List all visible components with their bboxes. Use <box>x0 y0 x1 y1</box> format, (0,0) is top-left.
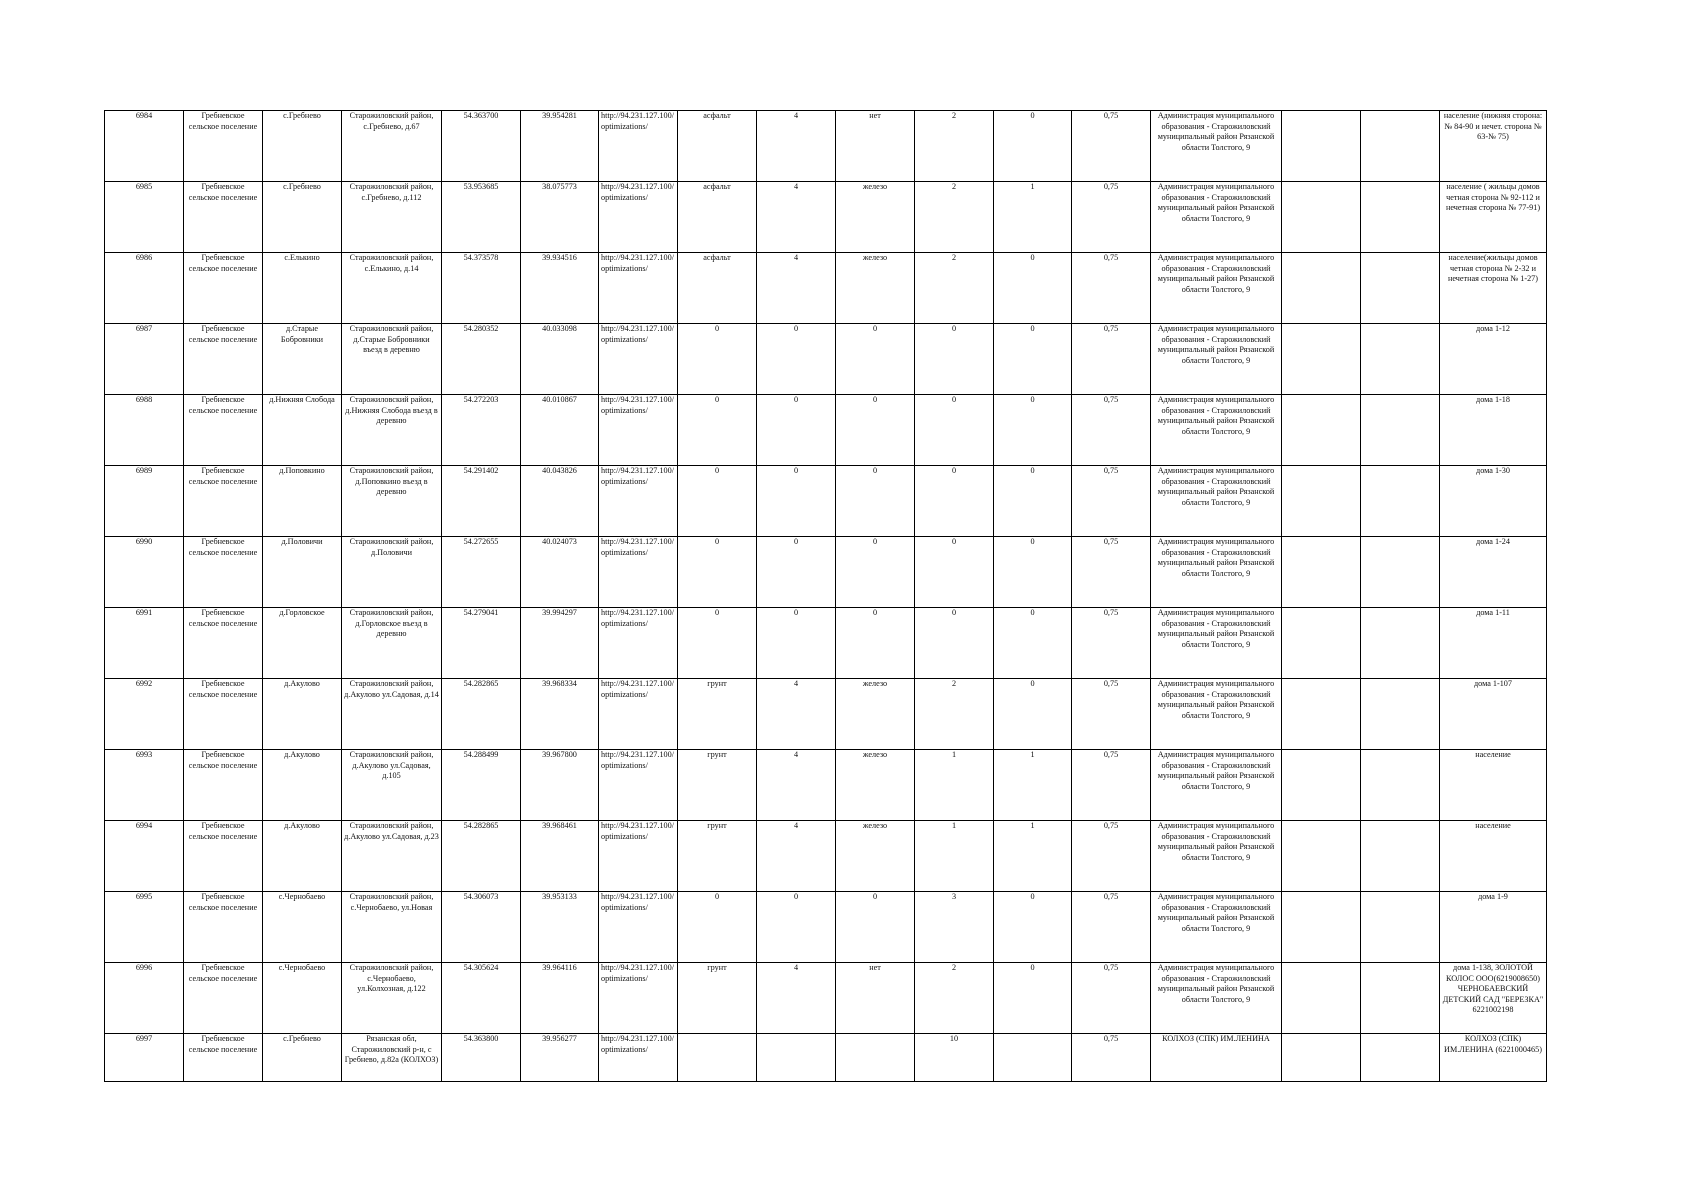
table-row <box>105 750 1547 821</box>
empty-cell <box>1361 466 1440 537</box>
settlement-cell: Гребневское сельское поселение <box>184 608 263 679</box>
served-objects-cell: население(жильцы домов четная сторона № 2-32 и нечетная сторона № 1-27) <box>1440 253 1547 324</box>
volume-cell: 0,75 <box>1072 324 1151 395</box>
address-cell: Старожиловский район, д.Горловское въезд в деревню <box>342 608 442 679</box>
containers-cell: 2 <box>915 679 994 750</box>
volume-cell: 0,75 <box>1072 537 1151 608</box>
fence-cell: железо <box>836 750 915 821</box>
locality-cell: с.Чернобаево <box>263 963 342 1034</box>
map-link-cell[interactable]: http://94.231.127.100/optimizations/ <box>599 111 678 182</box>
bins-cell: 0 <box>994 466 1072 537</box>
empty-cell <box>1282 466 1361 537</box>
map-link-cell[interactable]: http://94.231.127.100/optimizations/ <box>599 1034 678 1082</box>
longitude-cell: 39.953133 <box>521 892 599 963</box>
map-link-cell[interactable]: http://94.231.127.100/optimizations/ <box>599 182 678 253</box>
empty-cell <box>1282 963 1361 1034</box>
bins-cell: 0 <box>994 963 1072 1034</box>
owner-cell: Администрация муниципального образования - Старожиловский муниципальный район Рязанской области Толстого, 9 <box>1151 395 1282 466</box>
row-number-cell: 6990 <box>105 537 184 608</box>
locality-cell: с.Чернобаево <box>263 892 342 963</box>
fence-cell: 0 <box>836 608 915 679</box>
row-number-cell: 6996 <box>105 963 184 1034</box>
owner-cell: Администрация муниципального образования - Старожиловский муниципальный район Рязанской области Толстого, 9 <box>1151 111 1282 182</box>
bins-cell: 0 <box>994 324 1072 395</box>
latitude-cell: 54.282865 <box>442 821 521 892</box>
containers-cell: 0 <box>915 395 994 466</box>
table-row <box>105 395 1547 466</box>
empty-cell <box>1361 182 1440 253</box>
containers-cell: 10 <box>915 1034 994 1082</box>
empty-cell <box>1282 1034 1361 1082</box>
map-link-cell[interactable]: http://94.231.127.100/optimizations/ <box>599 963 678 1034</box>
served-objects-cell: население (нижняя сторона: № 84-90 и нечет. сторона № 63-№ 75) <box>1440 111 1547 182</box>
served-objects-cell: население ( жильцы домов четная сторона № 92-112 и нечетная сторона № 77-91) <box>1440 182 1547 253</box>
area-cell: 4 <box>757 679 836 750</box>
fence-cell: железо <box>836 253 915 324</box>
owner-cell: Администрация муниципального образования - Старожиловский муниципальный район Рязанской области Толстого, 9 <box>1151 608 1282 679</box>
locality-cell: д.Акулово <box>263 679 342 750</box>
table-row <box>105 892 1547 963</box>
empty-cell <box>1282 111 1361 182</box>
table-row <box>105 608 1547 679</box>
fence-cell: железо <box>836 821 915 892</box>
fence-cell: 0 <box>836 395 915 466</box>
longitude-cell: 40.033098 <box>521 324 599 395</box>
surface-cell: грунт <box>678 679 757 750</box>
empty-cell <box>1361 395 1440 466</box>
address-cell: Старожиловский район, д.Нижняя Слобода въезд в деревню <box>342 395 442 466</box>
served-objects-cell: население <box>1440 821 1547 892</box>
address-cell: Старожиловский район, д.Поповкино въезд в деревню <box>342 466 442 537</box>
owner-cell: Администрация муниципального образования - Старожиловский муниципальный район Рязанской области Толстого, 9 <box>1151 679 1282 750</box>
bins-cell: 0 <box>994 608 1072 679</box>
address-cell: Старожиловский район, с.Гребнево, д.67 <box>342 111 442 182</box>
volume-cell: 0,75 <box>1072 111 1151 182</box>
surface-cell: 0 <box>678 608 757 679</box>
longitude-cell: 39.964116 <box>521 963 599 1034</box>
containers-cell: 0 <box>915 466 994 537</box>
table-row <box>105 1034 1547 1082</box>
empty-cell <box>1282 253 1361 324</box>
locality-cell: д.Акулово <box>263 750 342 821</box>
latitude-cell: 54.291402 <box>442 466 521 537</box>
surface-cell: 0 <box>678 892 757 963</box>
served-objects-cell: дома 1-12 <box>1440 324 1547 395</box>
latitude-cell: 54.305624 <box>442 963 521 1034</box>
containers-cell: 0 <box>915 608 994 679</box>
map-link-cell[interactable]: http://94.231.127.100/optimizations/ <box>599 395 678 466</box>
volume-cell: 0,75 <box>1072 750 1151 821</box>
map-link-cell[interactable]: http://94.231.127.100/optimizations/ <box>599 892 678 963</box>
area-cell: 4 <box>757 253 836 324</box>
table-body <box>105 111 1547 1082</box>
volume-cell: 0,75 <box>1072 253 1151 324</box>
row-number-cell: 6987 <box>105 324 184 395</box>
area-cell: 4 <box>757 111 836 182</box>
address-cell: Старожиловский район, д.Половичи <box>342 537 442 608</box>
owner-cell: Администрация муниципального образования - Старожиловский муниципальный район Рязанской области Толстого, 9 <box>1151 963 1282 1034</box>
fence-cell: нет <box>836 111 915 182</box>
empty-cell <box>1282 182 1361 253</box>
latitude-cell: 54.272203 <box>442 395 521 466</box>
volume-cell: 0,75 <box>1072 679 1151 750</box>
area-cell: 0 <box>757 466 836 537</box>
map-link-cell[interactable]: http://94.231.127.100/optimizations/ <box>599 608 678 679</box>
surface-cell: грунт <box>678 821 757 892</box>
empty-cell <box>1282 537 1361 608</box>
locality-cell: д.Половичи <box>263 537 342 608</box>
containers-cell: 0 <box>915 537 994 608</box>
settlement-cell: Гребневское сельское поселение <box>184 395 263 466</box>
locality-cell: д.Акулово <box>263 821 342 892</box>
empty-cell <box>1361 750 1440 821</box>
table-row <box>105 963 1547 1034</box>
locality-cell: д.Поповкино <box>263 466 342 537</box>
area-cell: 0 <box>757 892 836 963</box>
served-objects-cell: дома 1-107 <box>1440 679 1547 750</box>
containers-cell: 2 <box>915 182 994 253</box>
volume-cell: 0,75 <box>1072 1034 1151 1082</box>
locality-cell: с.Гребнево <box>263 111 342 182</box>
fence-cell: 0 <box>836 537 915 608</box>
served-objects-cell: дома 1-18 <box>1440 395 1547 466</box>
containers-cell: 2 <box>915 963 994 1034</box>
latitude-cell: 54.282865 <box>442 679 521 750</box>
map-link-cell[interactable]: http://94.231.127.100/optimizations/ <box>599 537 678 608</box>
locality-cell: с.Гребнево <box>263 182 342 253</box>
row-number-cell: 6992 <box>105 679 184 750</box>
empty-cell <box>1361 537 1440 608</box>
area-cell: 4 <box>757 821 836 892</box>
empty-cell <box>1361 608 1440 679</box>
empty-cell <box>1361 324 1440 395</box>
latitude-cell: 54.306073 <box>442 892 521 963</box>
longitude-cell: 39.968461 <box>521 821 599 892</box>
owner-cell: Администрация муниципального образования - Старожиловский муниципальный район Рязанской области Толстого, 9 <box>1151 182 1282 253</box>
fence-cell: железо <box>836 679 915 750</box>
surface-cell: 0 <box>678 324 757 395</box>
empty-cell <box>1282 679 1361 750</box>
owner-cell: Администрация муниципального образования - Старожиловский муниципальный район Рязанской области Толстого, 9 <box>1151 892 1282 963</box>
surface-cell <box>678 1034 757 1082</box>
map-link-cell[interactable]: http://94.231.127.100/optimizations/ <box>599 466 678 537</box>
bins-cell: 1 <box>994 182 1072 253</box>
address-cell: Рязанская обл, Старожиловский р-н, с Гребнево, д.82а (КОЛХОЗ) <box>342 1034 442 1082</box>
fence-cell: 0 <box>836 324 915 395</box>
settlement-cell: Гребневское сельское поселение <box>184 679 263 750</box>
row-number-cell: 6988 <box>105 395 184 466</box>
map-link-cell[interactable]: http://94.231.127.100/optimizations/ <box>599 750 678 821</box>
bins-cell: 0 <box>994 892 1072 963</box>
volume-cell: 0,75 <box>1072 608 1151 679</box>
longitude-cell: 39.994297 <box>521 608 599 679</box>
empty-cell <box>1282 821 1361 892</box>
empty-cell <box>1282 324 1361 395</box>
map-link-cell[interactable]: http://94.231.127.100/optimizations/ <box>599 821 678 892</box>
empty-cell <box>1282 395 1361 466</box>
containers-cell: 0 <box>915 324 994 395</box>
settlement-cell: Гребневское сельское поселение <box>184 1034 263 1082</box>
area-cell: 0 <box>757 395 836 466</box>
address-cell: Старожиловский район, д.Старые Бобровники въезд в деревню <box>342 324 442 395</box>
latitude-cell: 54.363700 <box>442 111 521 182</box>
map-link-cell[interactable]: http://94.231.127.100/optimizations/ <box>599 253 678 324</box>
bins-cell: 0 <box>994 395 1072 466</box>
owner-cell: Администрация муниципального образования - Старожиловский муниципальный район Рязанской области Толстого, 9 <box>1151 466 1282 537</box>
settlement-cell: Гребневское сельское поселение <box>184 963 263 1034</box>
volume-cell: 0,75 <box>1072 892 1151 963</box>
area-cell: 0 <box>757 608 836 679</box>
row-number-cell: 6994 <box>105 821 184 892</box>
area-cell: 4 <box>757 963 836 1034</box>
volume-cell: 0,75 <box>1072 182 1151 253</box>
volume-cell: 0,75 <box>1072 963 1151 1034</box>
address-cell: Старожиловский район, д.Акулово ул.Садовая, д.23 <box>342 821 442 892</box>
map-link-cell[interactable]: http://94.231.127.100/optimizations/ <box>599 679 678 750</box>
bins-cell <box>994 1034 1072 1082</box>
fence-cell <box>836 1034 915 1082</box>
surface-cell: асфальт <box>678 182 757 253</box>
table-row <box>105 182 1547 253</box>
settlement-cell: Гребневское сельское поселение <box>184 253 263 324</box>
area-cell: 0 <box>757 324 836 395</box>
surface-cell: 0 <box>678 395 757 466</box>
latitude-cell: 54.279041 <box>442 608 521 679</box>
volume-cell: 0,75 <box>1072 821 1151 892</box>
bins-cell: 0 <box>994 679 1072 750</box>
fence-cell: 0 <box>836 466 915 537</box>
row-number-cell: 6993 <box>105 750 184 821</box>
longitude-cell: 39.967800 <box>521 750 599 821</box>
locality-cell: д.Старые Бобровники <box>263 324 342 395</box>
volume-cell: 0,75 <box>1072 466 1151 537</box>
waste-sites-table <box>104 110 1547 1082</box>
longitude-cell: 38.075773 <box>521 182 599 253</box>
bins-cell: 1 <box>994 821 1072 892</box>
settlement-cell: Гребневское сельское поселение <box>184 111 263 182</box>
served-objects-cell: дома 1-30 <box>1440 466 1547 537</box>
bins-cell: 0 <box>994 111 1072 182</box>
latitude-cell: 54.363800 <box>442 1034 521 1082</box>
containers-cell: 1 <box>915 750 994 821</box>
address-cell: Старожиловский район, с.Елькино, д.14 <box>342 253 442 324</box>
bins-cell: 1 <box>994 750 1072 821</box>
table-row <box>105 466 1547 537</box>
empty-cell <box>1282 608 1361 679</box>
latitude-cell: 54.280352 <box>442 324 521 395</box>
surface-cell: 0 <box>678 466 757 537</box>
settlement-cell: Гребневское сельское поселение <box>184 182 263 253</box>
longitude-cell: 40.024073 <box>521 537 599 608</box>
empty-cell <box>1361 253 1440 324</box>
empty-cell <box>1361 892 1440 963</box>
longitude-cell: 39.968334 <box>521 679 599 750</box>
address-cell: Старожиловский район, д.Акулово ул.Садовая, д.105 <box>342 750 442 821</box>
owner-cell: Администрация муниципального образования - Старожиловский муниципальный район Рязанской области Толстого, 9 <box>1151 537 1282 608</box>
surface-cell: грунт <box>678 963 757 1034</box>
empty-cell <box>1361 821 1440 892</box>
containers-cell: 2 <box>915 111 994 182</box>
owner-cell: Администрация муниципального образования - Старожиловский муниципальный район Рязанской области Толстого, 9 <box>1151 324 1282 395</box>
latitude-cell: 53.953685 <box>442 182 521 253</box>
surface-cell: 0 <box>678 537 757 608</box>
longitude-cell: 39.954281 <box>521 111 599 182</box>
settlement-cell: Гребневское сельское поселение <box>184 537 263 608</box>
locality-cell: д.Горловское <box>263 608 342 679</box>
fence-cell: 0 <box>836 892 915 963</box>
settlement-cell: Гребневское сельское поселение <box>184 324 263 395</box>
longitude-cell: 40.010867 <box>521 395 599 466</box>
empty-cell <box>1361 111 1440 182</box>
empty-cell <box>1282 750 1361 821</box>
locality-cell: д.Нижняя Слобода <box>263 395 342 466</box>
longitude-cell: 39.956277 <box>521 1034 599 1082</box>
area-cell <box>757 1034 836 1082</box>
empty-cell <box>1361 679 1440 750</box>
row-number-cell: 6986 <box>105 253 184 324</box>
latitude-cell: 54.272655 <box>442 537 521 608</box>
longitude-cell: 39.934516 <box>521 253 599 324</box>
bins-cell: 0 <box>994 253 1072 324</box>
address-cell: Старожиловский район, с.Гребнево, д.112 <box>342 182 442 253</box>
row-number-cell: 6984 <box>105 111 184 182</box>
containers-cell: 2 <box>915 253 994 324</box>
empty-cell <box>1361 963 1440 1034</box>
settlement-cell: Гребневское сельское поселение <box>184 821 263 892</box>
row-number-cell: 6995 <box>105 892 184 963</box>
area-cell: 0 <box>757 537 836 608</box>
served-objects-cell: дома 1-138, ЗОЛОТОЙ КОЛОС ООО(6219008650) ЧЕРНОБАЕВСКИЙ ДЕТСКИЙ САД "БЕРЕЗКА" 6221002198 <box>1440 963 1547 1034</box>
table-row <box>105 324 1547 395</box>
served-objects-cell: дома 1-9 <box>1440 892 1547 963</box>
owner-cell: Администрация муниципального образования - Старожиловский муниципальный район Рязанской области Толстого, 9 <box>1151 253 1282 324</box>
fence-cell: железо <box>836 182 915 253</box>
served-objects-cell: население <box>1440 750 1547 821</box>
containers-cell: 1 <box>915 821 994 892</box>
table-row <box>105 111 1547 182</box>
row-number-cell: 6997 <box>105 1034 184 1082</box>
containers-cell: 3 <box>915 892 994 963</box>
table-row <box>105 821 1547 892</box>
empty-cell <box>1282 892 1361 963</box>
row-number-cell: 6985 <box>105 182 184 253</box>
empty-cell <box>1361 1034 1440 1082</box>
row-number-cell: 6991 <box>105 608 184 679</box>
owner-cell: Администрация муниципального образования - Старожиловский муниципальный район Рязанской области Толстого, 9 <box>1151 750 1282 821</box>
row-number-cell: 6989 <box>105 466 184 537</box>
address-cell: Старожиловский район, с.Чернобаево, ул.Новая <box>342 892 442 963</box>
bins-cell: 0 <box>994 537 1072 608</box>
locality-cell: с.Гребнево <box>263 1034 342 1082</box>
volume-cell: 0,75 <box>1072 395 1151 466</box>
served-objects-cell: дома 1-11 <box>1440 608 1547 679</box>
settlement-cell: Гребневское сельское поселение <box>184 750 263 821</box>
area-cell: 4 <box>757 182 836 253</box>
longitude-cell: 40.043826 <box>521 466 599 537</box>
table-row <box>105 537 1547 608</box>
surface-cell: грунт <box>678 750 757 821</box>
map-link-cell[interactable]: http://94.231.127.100/optimizations/ <box>599 324 678 395</box>
owner-cell: Администрация муниципального образования - Старожиловский муниципальный район Рязанской области Толстого, 9 <box>1151 821 1282 892</box>
latitude-cell: 54.373578 <box>442 253 521 324</box>
surface-cell: асфальт <box>678 253 757 324</box>
locality-cell: с.Елькино <box>263 253 342 324</box>
latitude-cell: 54.288499 <box>442 750 521 821</box>
owner-cell: КОЛХОЗ (СПК) ИМ.ЛЕНИНА <box>1151 1034 1282 1082</box>
served-objects-cell: КОЛХОЗ (СПК) ИМ.ЛЕНИНА (6221000465) <box>1440 1034 1547 1082</box>
address-cell: Старожиловский район, с.Чернобаево, ул.Колхозная, д.122 <box>342 963 442 1034</box>
settlement-cell: Гребневское сельское поселение <box>184 466 263 537</box>
table-row <box>105 679 1547 750</box>
area-cell: 4 <box>757 750 836 821</box>
table-row <box>105 253 1547 324</box>
settlement-cell: Гребневское сельское поселение <box>184 892 263 963</box>
fence-cell: нет <box>836 963 915 1034</box>
surface-cell: асфальт <box>678 111 757 182</box>
served-objects-cell: дома 1-24 <box>1440 537 1547 608</box>
address-cell: Старожиловский район, д.Акулово ул.Садовая, д.14 <box>342 679 442 750</box>
